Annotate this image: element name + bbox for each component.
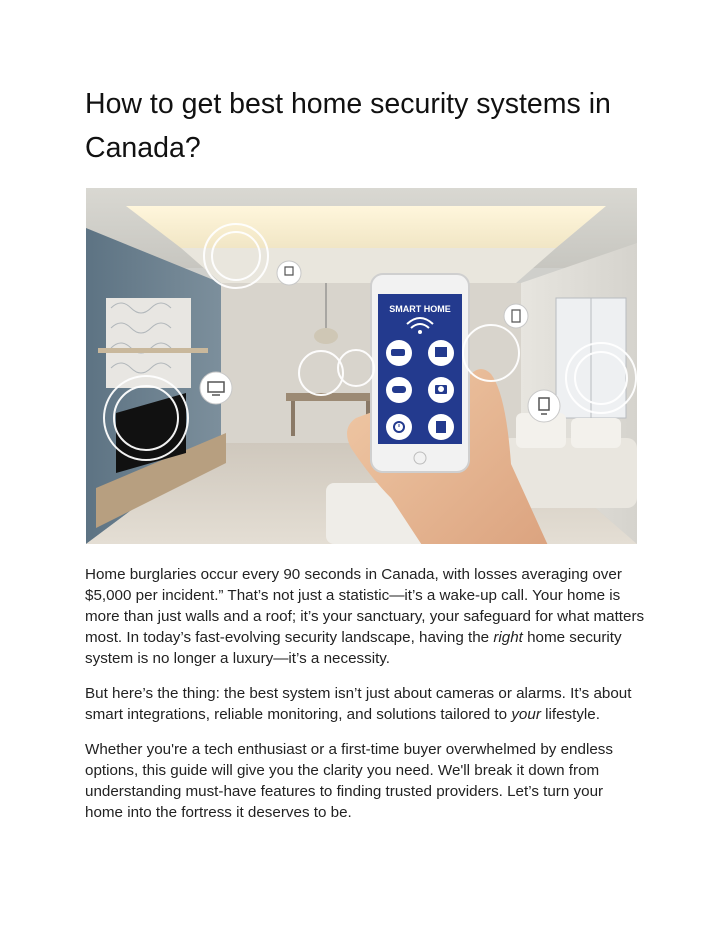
paragraph-integrations: But here’s the thing: the best system isn’t just about cameras or alarms. It’s about smart integrations, reliable monitoring, and solutions tailored to your lifestyle. (85, 685, 632, 723)
page-title: How to get best home security systems in Canada? (85, 88, 611, 164)
article-body (85, 564, 645, 837)
emphasis-your: your (511, 706, 541, 723)
paragraph-intro: Home burglaries occur every 90 seconds in Canada, with losses averaging over $5,000 per incident.” That’s not just a statistic—it’s a wake-up call. Your home is more than just walls and a roof; it’s your sanctuary, your safeguard for what matters most. In today’s fast-evolving security landscape, having the right home security system is no longer a luxury—it’s a necessity. (85, 566, 645, 667)
emphasis-right: right (493, 629, 523, 646)
phone-heading: SMART HOME (389, 304, 451, 314)
hero-image (86, 188, 637, 544)
paragraph-guide: Whether you're a tech enthusiast or a first-time buyer overwhelmed by endless options, this guide will give you the clarity you need. We'll break it down from understanding must-have features to finding trusted providers. Let’s turn your home into the fortress it deserves to be. (85, 741, 613, 821)
